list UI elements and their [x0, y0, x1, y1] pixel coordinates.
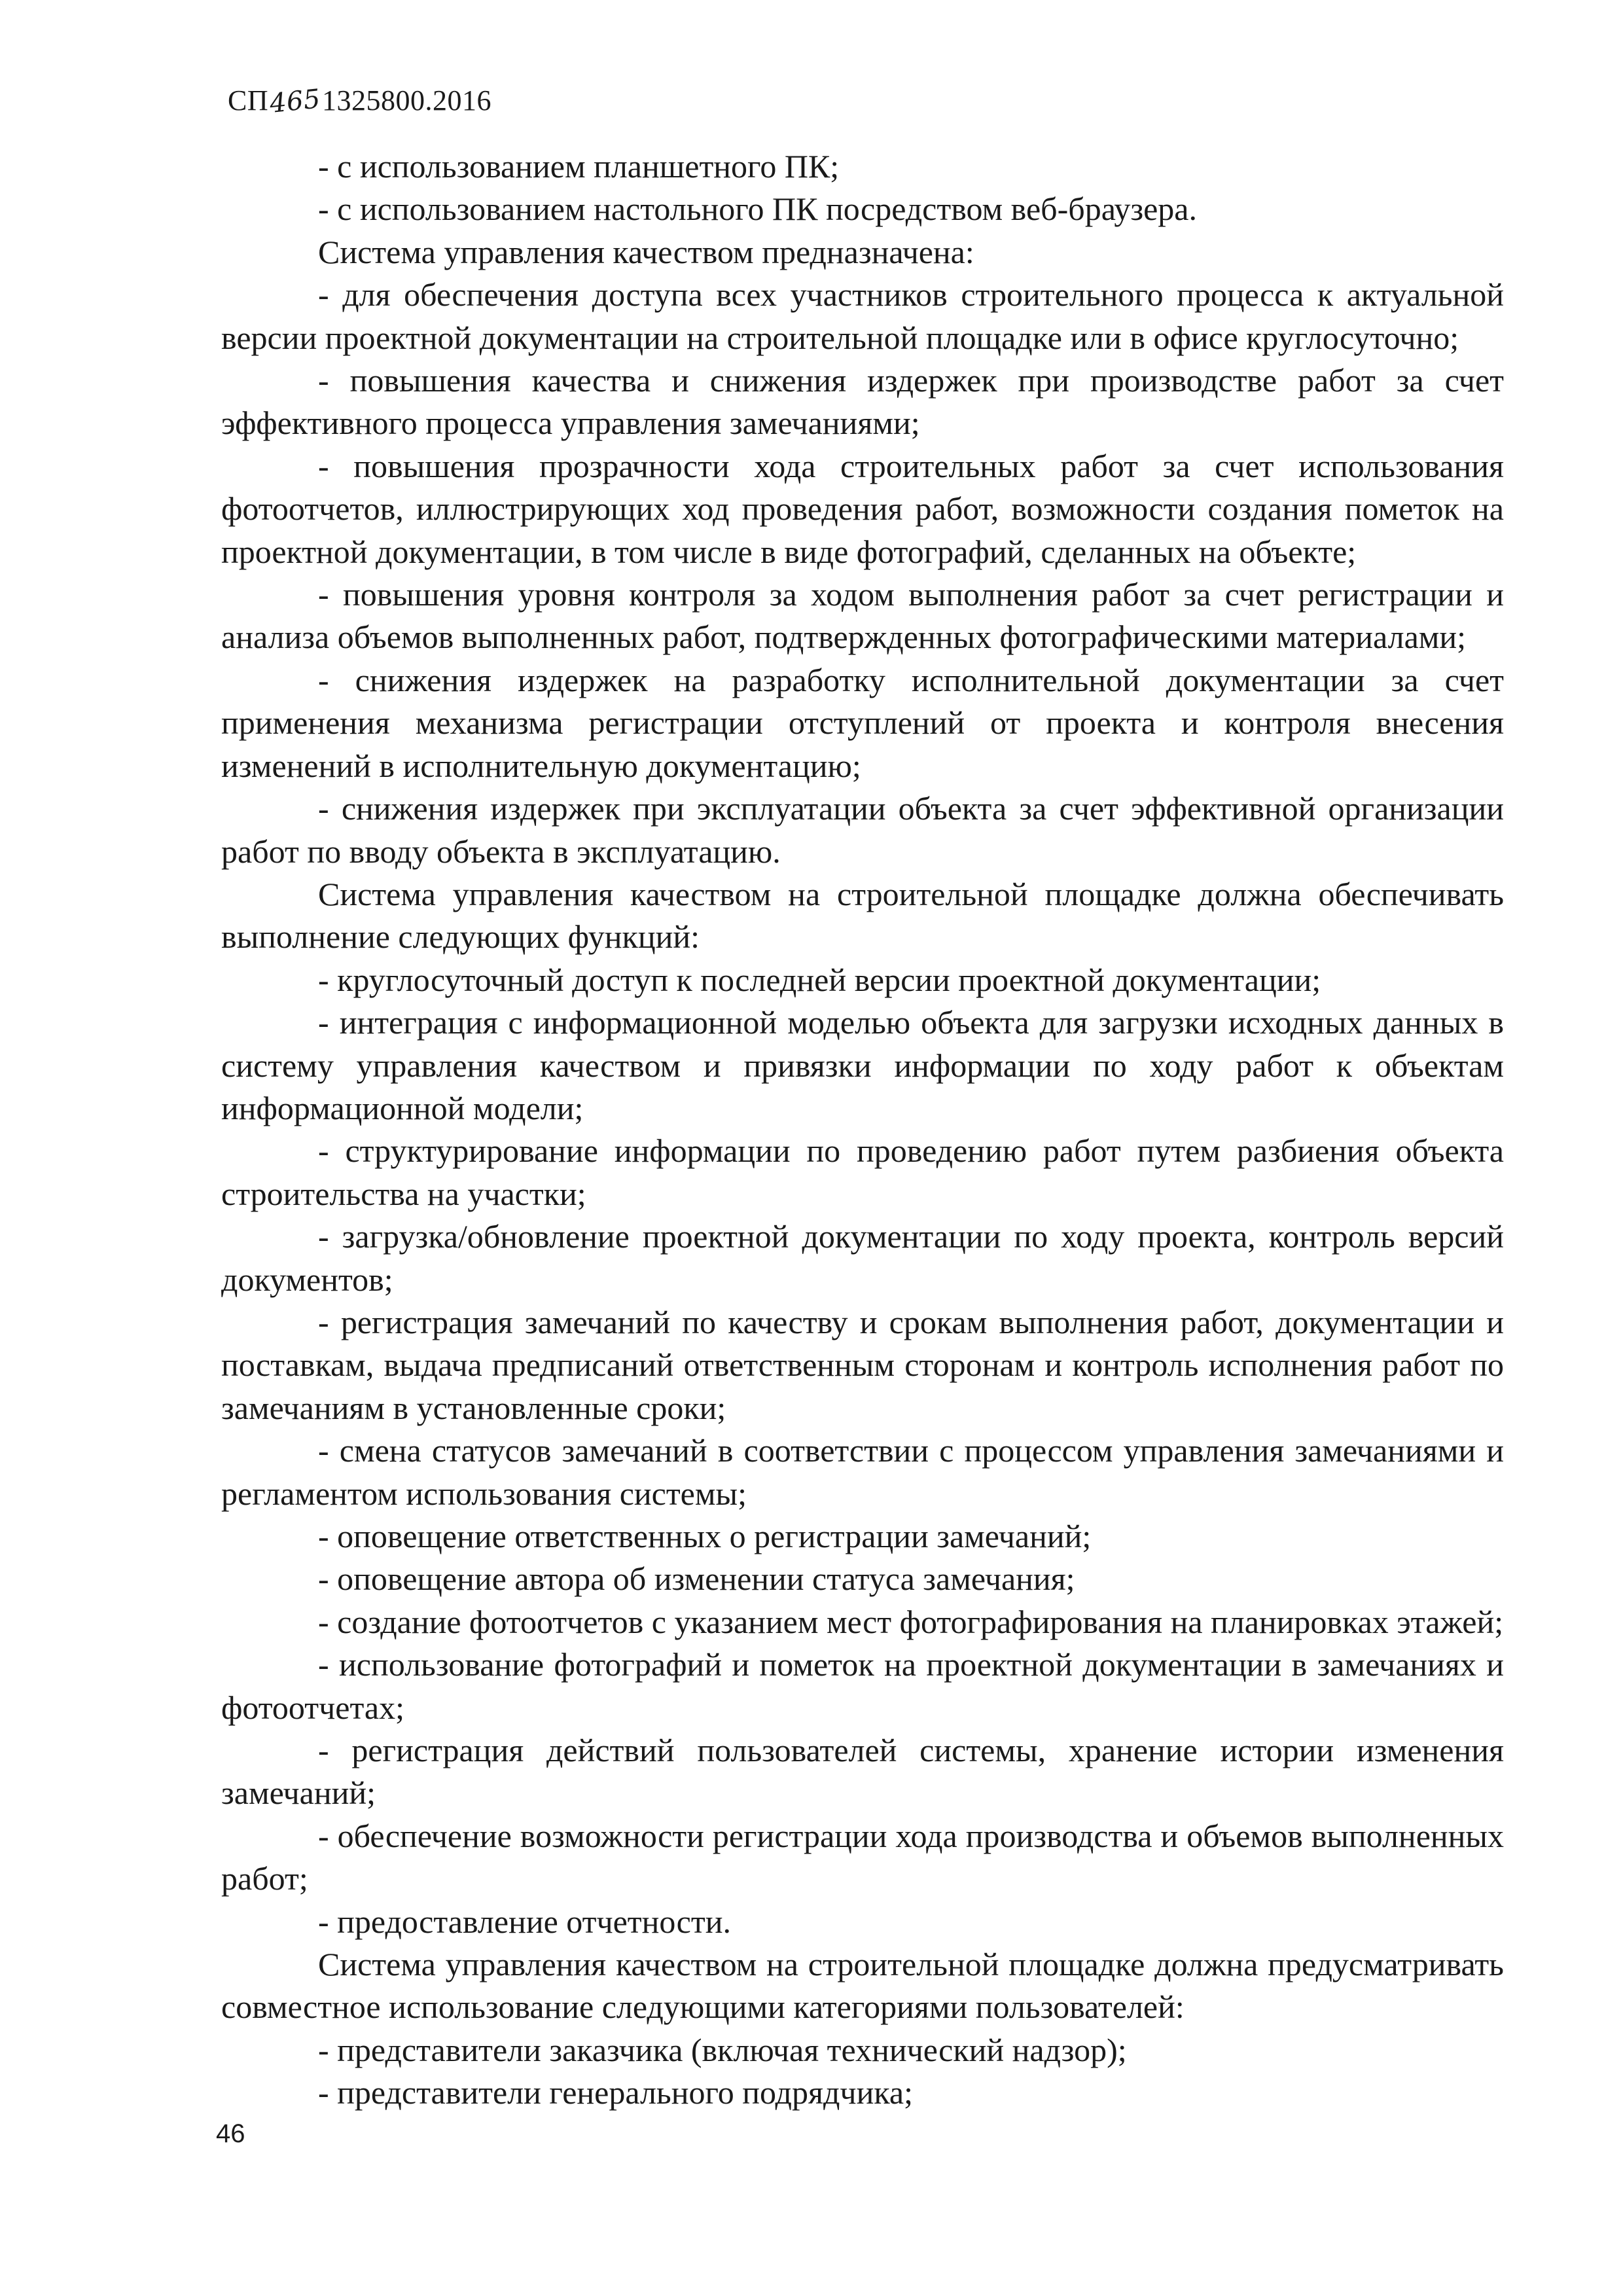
list-item: - оповещение ответственных о регистрации замечаний;: [318, 1518, 1092, 1554]
document-code-number: 1325800.2016: [321, 84, 491, 117]
list-item: - для обеспечения доступа всех участников строительного процесса к актуальной версии проектной документации на строительной площадке или в офисе круглосуточно;: [221, 276, 1504, 356]
list-item: - создание фотоотчетов с указанием мест фотографирования на планировках этажей;: [318, 1603, 1504, 1640]
document-code-prefix: СП: [228, 84, 269, 117]
list-item: - снижения издержек на разработку исполнительной документации за счет применения механизма регистрации отступлений от проекта и контроля внесения изменений в исполнительную документацию;: [221, 661, 1504, 784]
list-item: - повышения уровня контроля за ходом выполнения работ за счет регистрации и анализа объемов выполненных работ, подтвержденных фотографическими материалами;: [221, 576, 1504, 656]
page-number: 46: [216, 2119, 245, 2148]
list-item: - повышения качества и снижения издержек при производстве работ за счет эффективного процесса управления замечаниями;: [221, 362, 1504, 442]
handwritten-number: 465: [268, 84, 323, 119]
list-item: - структурирование информации по проведению работ путем разбиения объекта строительства на участки;: [221, 1132, 1504, 1212]
list-item: - смена статусов замечаний в соответствии с процессом управления замечаниями и регламентом использования системы;: [221, 1432, 1504, 1512]
list-item: - использование фотографий и пометок на проектной документации в замечаниях и фотоотчетах;: [221, 1646, 1504, 1726]
list-item: - обеспечение возможности регистрации хода производства и объемов выполненных работ;: [221, 1817, 1504, 1897]
document-code: [228, 84, 491, 117]
paragraph: Система управления качеством на строительной площадке должна предусматривать совместное использование следующими категориями пользователей:: [221, 1946, 1504, 2026]
page-body: [221, 145, 1504, 2115]
list-item: - загрузка/обновление проектной документации по ходу проекта, контроль версий документов;: [221, 1218, 1504, 1298]
list-item: - снижения издержек при эксплуатации объекта за счет эффективной организации работ по вводу объекта в эксплуатацию.: [221, 790, 1504, 870]
paragraph: Система управления качеством предназначена:: [318, 233, 974, 270]
list-item: - регистрация замечаний по качеству и срокам выполнения работ, документации и поставкам, выдача предписаний ответственным сторонам и контроль исполнения работ по замечаниям в установленные сроки;: [221, 1303, 1504, 1426]
list-item: - регистрация действий пользователей системы, хранение истории изменения замечаний;: [221, 1732, 1504, 1812]
list-item: - круглосуточный доступ к последней версии проектной документации;: [318, 961, 1321, 998]
list-item: - представители заказчика (включая технический надзор);: [318, 2031, 1127, 2068]
paragraph: Система управления качеством на строительной площадке должна обеспечивать выполнение следующих функций:: [221, 875, 1504, 956]
list-item: - оповещение автора об изменении статуса замечания;: [318, 1560, 1075, 1598]
list-item: - интеграция с информационной моделью объекта для загрузки исходных данных в систему управления качеством и привязки информации по ходу работ к объектам информационной модели;: [221, 1004, 1504, 1126]
list-item: - с использованием планшетного ПК;: [318, 148, 840, 185]
list-item: - представители генерального подрядчика;: [318, 2074, 913, 2111]
list-item: - с использованием настольного ПК посредством веб-браузера.: [318, 190, 1197, 228]
list-item: - повышения прозрачности хода строительных работ за счет использования фотоотчетов, иллюстрирующих ход проведения работ, возможности создания пометок на проектной документации, в том числе в виде фотографий, сделанных на объекте;: [221, 447, 1504, 570]
list-item: - предоставление отчетности.: [318, 1903, 731, 1940]
